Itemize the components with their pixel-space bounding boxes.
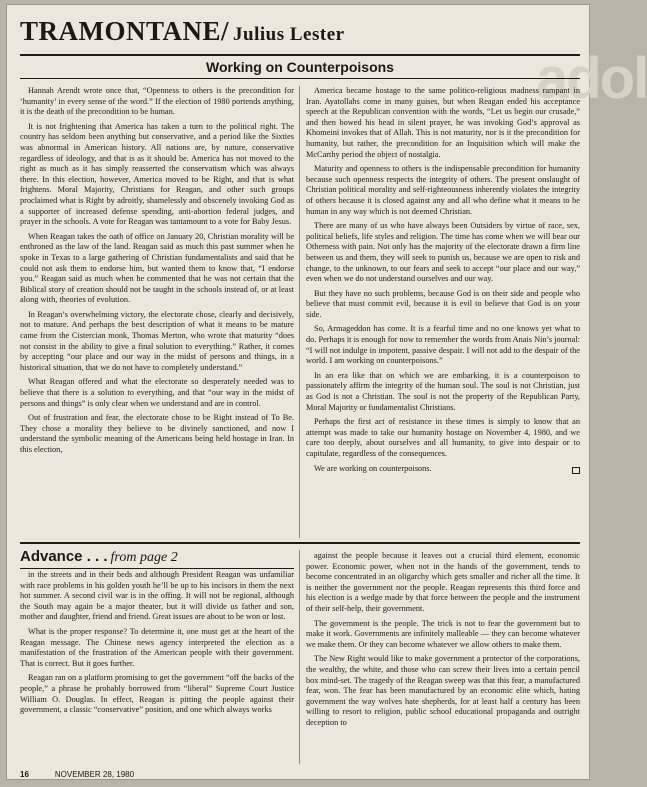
article-column-right	[306, 86, 580, 478]
paragraph: Hannah Arendt wrote once that, “Openness to others is the precondition for ‘humanity’ in every sense of the word.” If the election of 1980 portends anything, it is the death of the precondition to be human.	[20, 86, 294, 117]
magazine-page	[6, 4, 647, 780]
masthead	[20, 16, 580, 56]
column-divider-bottom	[299, 550, 300, 764]
continuation-title: Advance . . .	[20, 548, 108, 565]
continuation-heading	[20, 548, 294, 569]
author-name: Julius Lester	[233, 24, 345, 45]
page-number: 16	[20, 770, 29, 779]
paragraph: But they have no such problems, because God is on their side and people who believe that must commit evil, because it is evil to believe that God is on your side.	[306, 288, 580, 319]
paragraph: In Reagan’s overwhelming victory, the electorate chose, clearly and decisively, not to mature. And perhaps the best description of what it means to be mature came from the Cistercian monk, Thomas Merton, who wrote that maturity “does not consist in the ability to give a final solution to everything.” Rather, it comes by accepting “our place and our way in the midst of persons and things, in a historical situation, that we do not have to completely understand.”	[20, 309, 294, 372]
paragraph: When Reagan takes the oath of office on January 20, Christian morality will be enthroned as the law of the land. Reagan said as much this past summer when he spoke in Texas to a large gathering of Christian fundamentalists and said that he could not ask them to endorse him, but wanted them to know that, “I endorse you.” Reagan said as much when he commented that he was not certain that the Biblical story of creation should not be taught in the schools instead of, or at least along with, theories of evolution.	[20, 231, 294, 305]
section-rule	[20, 542, 580, 544]
paragraph: America became hostage to the same politico-religious madness rampant in Iran. Ayatollahs come in many guises, but when Reagan ended his acceptance speech at the Republican convention with the words, “Let us begin our crusade,” and then bowed his head in silent prayer, he was invoking God’s approval as Khomeini invokes that of Allah. This is not maturity, nor is it the precondition for humanity, but rather, the precondition for an Inquisition which will make the McCarthy period the object of nostalgia.	[306, 86, 580, 159]
column-divider-top	[299, 86, 300, 538]
headline-rule	[20, 78, 580, 79]
paragraph: Reagan ran on a platform promising to get the government “off the backs of the people,” a phrase he probably borrowed from “liberal” Supreme Court Justice William O. Douglas. In effect, Reagan is pitting the people against their government, a classic “conservative” position, and one which always works	[20, 673, 294, 715]
column-title	[20, 16, 345, 47]
bleed-through-text: adol	[536, 46, 647, 111]
closing-line	[306, 464, 580, 475]
paragraph: The government is the people. The trick is not to fear the government but to make it work. Governments are infinitely malleable — they can become whatever we make them. Or they can become whatever we allow others to make them.	[306, 618, 580, 649]
end-mark-icon	[572, 467, 580, 474]
paragraph: What Reagan offered and what the electorate so desperately needed was to believe that there is a solution to everything, and that “our way in the midst of persons and things” is only clear when we understand and are in control.	[20, 377, 294, 408]
paragraph: Perhaps the first act of resistance in these times is simply to know that an attempt was made to take our humanity hostage on November 4, 1980, and we care too deeply, about ourselves and all humanity, to give into despair or to capitulate, regardless of the consequences.	[306, 417, 580, 458]
page-footer	[20, 770, 134, 779]
paragraph: The New Right would like to make government a protector of the corporations, the wealthy, the white, and those who can screw their lives into a certain pencil box mind-set. The tragedy of the Reagan sweep was that this fear, a manufactured fear, won. The fear has been manufactured by an economic elite which, hating government the way wolves hate shepherds, for at least half a century has been willing to resort to religion, public school educational propaganda and outright deception to	[306, 654, 580, 727]
paragraph: Out of frustration and fear, the electorate chose to be Right instead of To Be. They chose a morality they believe to be divinely sanctioned, and now I understand the symbolic meaning of the Americans being held hostage in Iran. In this election,	[20, 413, 294, 454]
paragraph: So, Armageddon has come. It is a fearful time and no one knows yet what to do. Perhaps it is enough for now to remember the words from Anais Nin’s journal: “I will not indulge in impotent, passive despair. I will not add to the despair of the world. I am working on counterpoisons.”	[306, 324, 580, 366]
issue-date: NOVEMBER 28, 1980	[54, 770, 135, 779]
paragraph: What is the proper response? To determine it, one must get at the heart of the Reagan message. The Chinese news agency interpreted the election as a manifestation of the frustration of the American people with their government. That is correct. But it goes further.	[20, 626, 294, 668]
article-column-left	[20, 86, 294, 460]
continuation-column-left	[20, 570, 294, 720]
continuation-subtitle: from page 2	[110, 550, 178, 565]
paragraph: in the streets and in their beds and although President Reagan was unfamiliar with race problems in his golden youth he’ll be up to his incisors in them the next hot summer. A second civil war is in the offing. It will not be regional, although the South may again be a major theater, but it will divide us father and son, mother and daughter, friend and friend. Great issues are about to be won or lost.	[20, 570, 294, 622]
column-name: TRAMONTANE	[20, 16, 222, 46]
continuation-column-right	[306, 551, 580, 733]
paragraph: against the people because it leaves out a crucial third element, economic power. Economic power, when not in the hands of the government, tends to become concentrated in an oligarchy which gets smaller and richer all the time. It is neither the government nor the people. Reagan represents this third force and his election is a wedge made by that force between the people and the instrument of their self-help, their government.	[306, 551, 580, 613]
article-headline: Working on Counterpoisons	[206, 59, 394, 75]
closing-text: We are working on counterpoisons.	[314, 463, 432, 473]
title-slash: /	[221, 16, 230, 46]
paragraph: Maturity and openness to others is the indispensable precondition for humanity because such openness respects the integrity of others. The present onslaught of Christian political morality and self-righteousness inherently violates the integrity of others because it is closed against any and all who define what it means to be human in any way which is not deemed Christian.	[306, 164, 580, 216]
paragraph: In an era like that on which we are embarking, it is a counterpoison to passionately affirm the integrity of the human soul. The soul is not Christian, just as God is not a Christian. The soul is not the property of the Republican Party, Moral Majority or fundamentalist Christians.	[306, 370, 580, 412]
paragraph: There are many of us who have always been Outsiders by virtue of race, sex, political beliefs, life styles and religion. The time has come when we will bear our Otherness with pain. Not only has the majority of the electorate drawn a firm line between us and them, they will seek to punish us, because we are open to risk and change, to the unknown, to our fears and seek to accept “our place and our way,” even when we do not understand ourselves and our way.	[306, 221, 580, 284]
paragraph: It is not frightening that America has taken a turn to the political right. The country has seldom been anything but conservative, and a period like the Sixties was abnormal in American history. All nations are, by nature, conservative regardless of ideology, and that is as it should be. America has not moved to the right as much as it has simply reasserted the conservatism which was always there. In this election, however, America moved to be Right, and that is what frightens. Moral Majority, Christians for Reagan, and other such groups proclaimed what is Right by adroitly, shamelessly and obscenely invoking God as a supporter of increased defense spending, anti-abortion federal judges, and prayer in the schools. A vote for Reagan was tantamount to a vote for Baby Jesus.	[20, 121, 294, 227]
